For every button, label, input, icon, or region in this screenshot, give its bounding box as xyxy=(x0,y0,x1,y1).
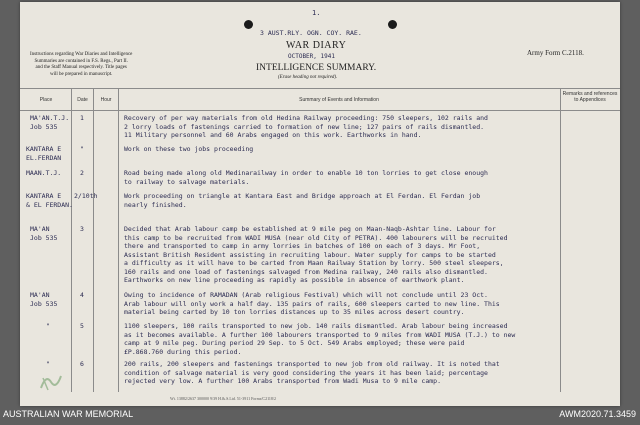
diary-entry xyxy=(20,291,620,319)
diary-entry xyxy=(20,322,620,356)
entry-date: 1 xyxy=(80,114,84,122)
table-header-rule xyxy=(20,110,620,111)
remarks-header-text: Remarks and references to Appendices xyxy=(562,91,618,103)
diary-entry xyxy=(20,360,620,388)
footer-accession-number: AWM2020.71.3459 xyxy=(559,409,636,419)
column-header-place: Place xyxy=(39,97,53,103)
entry-text: Work proceeding on triangle at Kantara East and Bridge approach at El Ferdan. El Ferdan job nearly finished. xyxy=(124,192,481,209)
entry-place: KANTARA E EL.FERDAN xyxy=(26,145,62,162)
erase-note: (Erase heading not required). xyxy=(278,75,338,80)
entry-place: MA'AN Job 535 xyxy=(30,225,58,242)
entry-place: MA'AN Job 535 xyxy=(30,291,58,308)
green-stamp-mark xyxy=(38,370,64,392)
entry-date: 4 xyxy=(80,291,84,299)
entry-date: 6 xyxy=(80,360,84,368)
column-header-remarks xyxy=(562,91,618,103)
punch-hole-left xyxy=(244,20,253,29)
punch-hole-right xyxy=(388,20,397,29)
footer-archive-name: AUSTRALIAN WAR MEMORIAL xyxy=(3,409,134,419)
intelligence-summary-title: INTELLIGENCE SUMMARY. xyxy=(256,63,377,73)
entry-text: Work on these two jobs proceeding xyxy=(124,145,254,153)
entry-date: 2 xyxy=(80,169,84,177)
entry-text: Road being made along old Medinarailway in order to enable 10 ton lorries to get close enough to railway to salvage materials. xyxy=(124,169,488,186)
column-header-hour: Hour xyxy=(100,97,112,103)
unit-line: 3 AUST.RLY. OGN. COY. RAE. xyxy=(260,29,362,37)
entry-place: MA'AN.T.J. Job 535 xyxy=(30,114,70,131)
column-header-date: Date xyxy=(77,97,88,103)
entry-date: 2/10th xyxy=(74,192,98,200)
entry-date: 5 xyxy=(80,322,84,330)
entry-text: 200 rails, 200 sleepers and fastenings transported to new job from old railway. It is noted that condition of salvage material is very good considering the years it has been laid; percentage rejected very low. A further 100 Arabs transported from Wadi Musa to 9 mile camp. xyxy=(124,360,500,385)
entry-date: 3 xyxy=(80,225,84,233)
entry-place: MAAN.T.J. xyxy=(26,169,62,177)
printer-imprint: Wt. 13882/2637 300000 9/39 H.&.S.Ltd. 51-3911 Forms/C2118/2 xyxy=(170,396,277,401)
entry-text: Recovery of per way materials from old Hedina Railway proceeding: 750 sleepers, 102 rails and 2 lorry loads of fastenings carried to formation of new line; 127 pairs of rails dismantled. 11 Military personnel and 60 Arabs engaged on this work. Earthworks in hand. xyxy=(124,114,488,139)
diary-entry xyxy=(20,192,620,220)
instruction-line: will be prepared in manuscript. xyxy=(50,71,113,77)
entry-text: Decided that Arab labour camp be established at 9 mile peg on Maan-Naqb-Ashtar line. Labour for this camp to be recruited from WADI MUSA (near old City of PETRA). 400 labourers will be recruited there and transported to camp in army lorries in batches of 100 on each of 3 days. Mr Foot, Assistant British Resident assisting in recruiting labour. Water supply for camps to be started a difficulty as it will have to be carted from Maan Railway Station by lorry. 500 steel sleepers, 160 rails and one load of fastenings salvaged from Medina railway, 240 rails also dismantled. Earthworks on new line proceeding as rapidly as possible in absence of earthwork plant. xyxy=(124,225,508,284)
instruction-line: and the Staff Manual respectively. Title pages xyxy=(35,65,127,70)
diary-entry xyxy=(20,225,620,284)
diary-title: WAR DIARY xyxy=(286,40,347,51)
entry-date: " xyxy=(80,145,84,153)
entry-text: 1100 sleepers, 100 rails transported to new job. 140 rails dismantled. Arab labour being increased as it becomes available. A further 100 labourers transported to 9 miles from WADI MUSA (T.J.) to new camp at 9 mile peg. During period 29 Sep. to 5 Oct. 549 Arabs employed; these were paid £P.868.760 during this period. xyxy=(124,322,516,356)
entry-place: KANTARA E & EL FERDAN. xyxy=(26,192,73,209)
instruction-line: Summaries are contained in F.S. Regs., Part II. xyxy=(34,58,128,64)
army-form-label: Army Form C.2118. xyxy=(527,49,584,57)
entry-place: " xyxy=(46,360,50,368)
diary-sheet xyxy=(20,2,620,406)
instruction-line: Instructions regarding War Diaries and Intelligence xyxy=(30,52,133,57)
entry-text: Owing to incidence of RAMADAN (Arab religious Festival) which will not conclude until 23 Oct. Arab labour will only work a half day. 135 pairs of rails, 600 sleepers carted to new line. This material being carted by 10 ton lorries distances up to 35 miles across desert country. xyxy=(124,291,500,316)
month-line: OCTOBER, 1941 xyxy=(288,53,335,60)
table-top-rule xyxy=(20,88,620,89)
page-number: 1. xyxy=(312,9,321,17)
diary-entry xyxy=(20,114,620,142)
entry-place: " xyxy=(46,322,50,330)
instructions-block xyxy=(30,52,132,78)
column-header-summary: Summary of Events and Information xyxy=(299,97,379,103)
